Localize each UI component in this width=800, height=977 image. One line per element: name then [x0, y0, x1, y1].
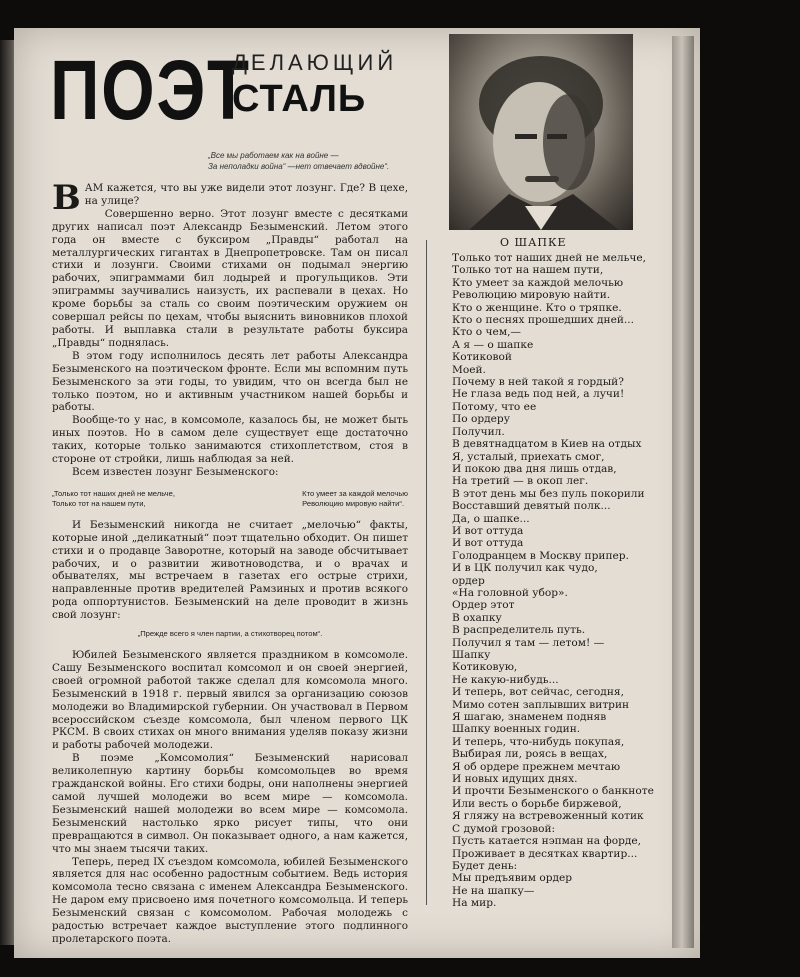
poem-line: В девятнадцатом в Киев на отдых [452, 438, 642, 451]
poem-line: Котиковую, [452, 661, 518, 674]
poem-line: Котиковой [452, 351, 512, 364]
poem-line: Шапку военных годин. [452, 723, 581, 736]
poem-line: Да, о шапке... [452, 512, 530, 525]
page-edge [672, 36, 694, 948]
poem-line: И вот оттуда [452, 537, 524, 550]
poem-line: В этот день мы без пуль покорили [452, 487, 645, 500]
poem-line: И теперь, вот сейчас, сегодня, [452, 686, 624, 699]
column-divider [426, 240, 427, 905]
slogan-line: Только тот на нашем пути, [52, 498, 146, 508]
poem-line: Я, усталый, приехать смог, [452, 450, 605, 463]
slogan-line: „Только тот наших дней не мельче, [52, 488, 175, 498]
slogan-quote-left [52, 489, 175, 509]
article-paragraph: В поэме „Комсомолия“ Безыменский нарисовал великолепную картину борьбы комсомольцев во время гражданской войны. Его стихи бодры, они наполнены энергией самой лучшей молодежи во всем мире — комсомола. Безыменский нашей молодежи во всем мире — комсомола. Безыменский настолько ярко рисует типы, что они превращаются в символ. Он показывает одного, а нам кажется, что мы знаем тысячи таких. [52, 752, 408, 855]
poem-line: Я гляжу на встревоженный котик [452, 810, 644, 823]
article-body [52, 178, 408, 946]
portrait-photo [449, 34, 633, 230]
poem-line: Мимо сотен заплывших витрин [452, 698, 630, 711]
epigraph [208, 150, 418, 172]
article-paragraph: Юбилей Безыменского является праздником в комсомоле. Сашу Безыменского воспитал комсомол и он своей энергией, своей огромной работой также сделал для комсомола много. Безыменский в 1918 г. первый явился за организацию союзов молодежи во Владимирской губернии. Он участвовал в Первом всероссийском съезде комсомола, был членом первого ЦК РКСМ. В своих стихах он много внимания уделяв показу жизни и работы рабочей молодежи. [52, 649, 408, 752]
headline-making: ДЕЛАЮЩИЙ [232, 50, 398, 75]
poem-line: Выбирая ли, роясь в вещах, [452, 748, 608, 761]
poem-line: Кто о чем,— [452, 326, 522, 339]
poem-line: Мы предъявим ордер [452, 872, 573, 885]
dropcap: В [52, 178, 81, 218]
epigraph-line: „Все мы работаем как на войне — [208, 151, 339, 160]
slogan-line: Кто умеет за каждой мелочью [302, 488, 408, 498]
poem-body [452, 252, 666, 910]
article-paragraph: Всем известен лозунг Безыменского: [72, 465, 279, 478]
article-paragraph [52, 178, 408, 218]
article-paragraph: Вообще-то у нас, в комсомоле, казалось бы, не может быть иных поэтов. Но в самом деле существует еще достаточно таких, которые только занимаются стихоплетством, стоя в стороне от стройки, лишь наблюдая за ней. [52, 414, 408, 466]
poem-line: В охапку [452, 611, 502, 624]
poem-line: Пусть катается нэпман на форде, [452, 835, 642, 848]
article-paragraph: Теперь, перед IX съездом комсомола, юбилей Безыменского является для нас особенно радостным событием. Ведь история комсомола тесно связана с именем Александра Безыменского. Не даром ему присвоено имя почетного комсомольца. И теперь Безыменский связан с комсомолом. Рабочая молодежь с радостью встречает каждое выступление этого подлинного пролетарского поэта. [52, 855, 408, 945]
poem-line: Или весть о борьбе биржевой, [452, 797, 622, 810]
poem-line: Я об ордере прежнем мечтаю [452, 760, 621, 773]
poem-line: Я шагаю, знаменем подняв [452, 711, 607, 724]
poem-line: И вот оттуда [452, 524, 524, 537]
poem-line: И новых идущих днях. [452, 773, 578, 786]
poem-line: Будет день: [452, 859, 518, 872]
poem-line: Восставший девятый полк... [452, 500, 611, 513]
portrait-photo-icon [449, 34, 633, 230]
article-paragraph-text: АМ кажется, что вы уже видели этот лозунг. Где? В цехе, на улице? [84, 182, 408, 207]
poem-line: Моей. [452, 363, 486, 376]
poem-line: «На головной убор». [452, 586, 568, 599]
poem-line: Кто умеет за каждой мелочью [452, 276, 624, 289]
poem-line: Кто о песнях прошедших дней... [452, 314, 635, 327]
poem-line: С думой грозовой: [452, 822, 556, 835]
poem-line: И прочти Безыменского о банкноте [452, 785, 654, 798]
slogan-quote-right [302, 489, 408, 509]
poem-line: Почему в ней такой я гордый? [452, 376, 624, 389]
poem-line: Кто о женщине. Кто о тряпке. [452, 301, 622, 314]
article-paragraph: Совершенно верно. Этот лозунг вместе с десятками других написал поэт Александр Безыменский. Летом этого года он вместе с буксиром „Правды“ работал на металлургических гигантах в Днепропетровске. Там он писал стихи и лозунги. Своими стихами он подымал энергию рабочих, эпиграммами бил лодырей и прогульщиков. Эти эпиграммы заучивались наизусть, их распевали в цехах. Но кроме борьбы за сталь со своим поэтическим оружием он совершал рейсы по цехам, чтобы выяснить виновников плохой работы. И выплавка стали в результате работы буксира „Правды“ поднялась. [52, 207, 408, 349]
headline-poet: ПОЭТ [50, 43, 251, 137]
poem-line: Революцию мировую найти. [452, 289, 611, 302]
article-paragraph: В этом году исполнилось десять лет работы Александра Безыменского на поэтическом фронте. Если мы вспомним путь Безыменского за эти годы, то увидим, что он всегда был не только поэтом, но и активным участником нашей борьбы и работы. [52, 349, 408, 414]
poem-line: Только тот наших дней не мельче, [452, 252, 647, 264]
poem-line: Получил. [452, 425, 505, 438]
poem-line: Потому, что ее [452, 400, 537, 413]
party-quote: „Прежде всего я член партии, а стихотворец потом“. [137, 629, 323, 639]
poem-line: Не на шапку— [452, 884, 535, 897]
article-paragraph: И Безыменский никогда не считает „мелочью“ факты, которые иной „деликатный“ поэт тщательно обходит. Он пишет стихи и о продавце Заворотне, который на заводе обсчитывает рабочих, и о развитии животноводства, и о врачах и обывателях, мы встречаем в газетах его острые стрихи, направленные против вредителей Рамзиных и против всякого рода оппортунистов. Безыменский на деле проводит в жизнь свой лозунг: [52, 518, 408, 622]
poem-line: По ордеру [452, 413, 510, 426]
poem-line: Получил я там — летом! — [452, 636, 605, 649]
poem-line: Не глаза ведь под ней, а лучи! [452, 388, 625, 401]
slogan-quote [52, 489, 408, 509]
poem-line: На мир. [452, 897, 497, 910]
poem-line: Не какую-нибудь... [452, 673, 559, 686]
poem-line: И теперь, что-нибудь покупая, [452, 735, 625, 748]
poem-line: На третий — в окоп лег. [452, 475, 589, 488]
poem-line: Только тот на нашем пути, [452, 264, 604, 277]
poem-line: А я — о шапке [452, 338, 534, 351]
poem-line: Шапку [452, 649, 491, 661]
poem-line: Ордер этот [452, 599, 515, 612]
slogan-line: Революцию мировую найти“. [302, 498, 405, 508]
poem-line: ордер [452, 574, 485, 587]
headline-steel: СТАЛЬ [232, 78, 367, 120]
epigraph-line: За неполадки война“ —нет отвечает вдвойне“. [208, 162, 390, 171]
poem-line: Голодранцем в Москву припер. [452, 549, 629, 562]
poem-title: О ШАПКЕ [500, 236, 567, 249]
poem-line: В распределитель путь. [452, 624, 586, 637]
poem-line: Проживает в десятках квартир... [452, 847, 638, 860]
poem-line: И покою два дня лишь отдав, [452, 462, 617, 475]
poem-line: И в ЦК получил как чудо, [452, 562, 598, 575]
